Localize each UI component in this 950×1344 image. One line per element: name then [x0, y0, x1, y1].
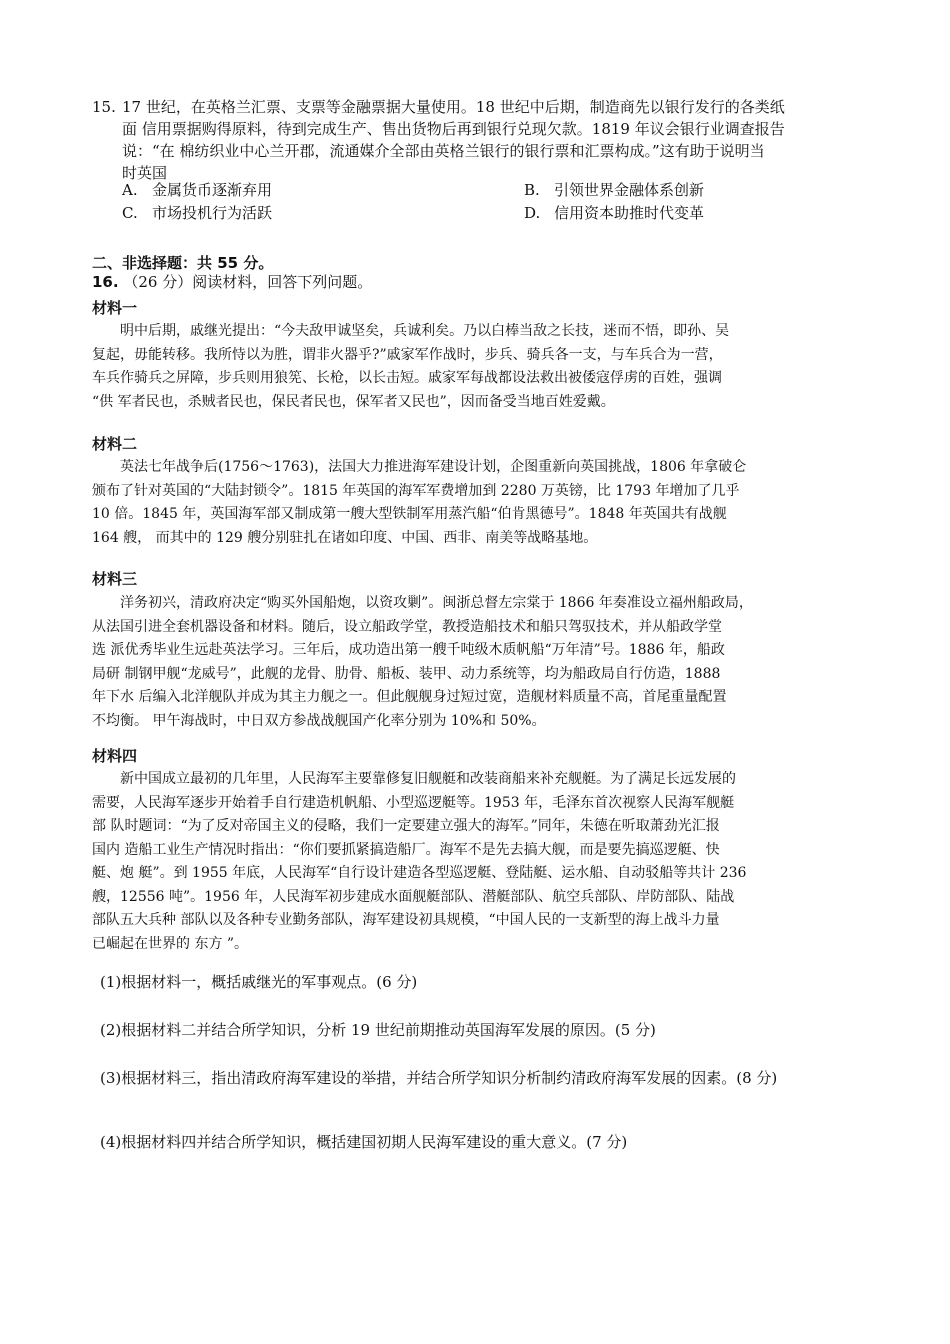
question-text-line: 时英国 [122, 164, 168, 182]
question-number: 15. [92, 98, 116, 116]
subquestion-4: (4)根据材料四并结合所学知识，概括建国初期人民海军建设的重大意义。(7 分) [100, 1133, 628, 1151]
question-text-line: 说：“在 棉纺织业中心兰开郡，流通媒介全部由英格兰银行的银行票和汇票构成。”这有助于说明当 [122, 142, 765, 160]
material-line: 车兵作骑兵之屏障，步兵则用狼筅、长枪，以长击短。戚家军每战都设法救出被倭寇俘虏的百姓，强调 [92, 370, 722, 386]
material-line: 164 艘， 而其中的 129 艘分别驻扎在诸如印度、中国、西非、南美等战略基地。 [92, 529, 598, 546]
subquestion-1: (1)根据材料一，概括戚继光的军事观点。(6 分) [100, 973, 418, 991]
material-4-title: 材料四 [92, 747, 138, 765]
material-line: 艘，12556 吨”。1956 年，人民海军初步建成水面舰艇部队、潜艇部队、航空兵部队、岸防部队、陆战 [92, 888, 735, 905]
option-d[interactable] [524, 202, 704, 224]
material-line: 国内 造船工业生产情况时指出：“你们要抓紧搞造船厂。海军不是先去搞大舰，而是要先搞巡逻艇、快 [92, 841, 720, 858]
material-line: 已崛起在世界的 东方 ”。 [92, 935, 249, 952]
option-label: D. [524, 204, 541, 222]
question-text-line: 17 世纪，在英格兰汇票、支票等金融票据大量使用。18 世纪中后期，制造商先以银行发行的各类纸 [122, 98, 785, 116]
question-intro: （26 分）阅读材料，回答下列问题。 [123, 273, 373, 291]
option-a[interactable] [122, 179, 272, 201]
material-1-title: 材料一 [92, 299, 138, 317]
material-line: 英法七年战争后(1756～1763)，法国大力推进海军建设计划，企图重新向英国挑战，1806 年拿破仑 [92, 459, 747, 475]
option-label: A. [122, 181, 138, 199]
material-2-text [92, 456, 862, 550]
subquestion-3: (3)根据材料三，指出清政府海军建设的举措，并结合所学知识分析制约清政府海军发展的因素。(8 分) [100, 1069, 778, 1087]
material-line: 需要，人民海军逐步开始着手自行建造机帆船、小型巡逻艇等。1953 年，毛泽东首次视察人民海军舰艇 [92, 794, 735, 811]
option-text: 信用资本助推时代变革 [554, 204, 705, 222]
material-line: 局研 制钢甲舰“龙威号”，此舰的龙骨、肋骨、船板、装甲、动力系统等，均为船政局自行仿造，1888 [92, 665, 721, 682]
material-2-title: 材料二 [92, 435, 138, 453]
material-line: “供 军者民也，杀贼者民也，保民者民也，保军者又民也”，因而备受当地百姓爱戴。 [92, 393, 615, 410]
material-1-text [92, 320, 862, 414]
material-line: 新中国成立最初的几年里，人民海军主要靠修复旧舰艇和改装商船来补充舰艇。为了满足长远发展的 [92, 771, 736, 787]
question-text-line: 面 信用票据购得原料，待到完成生产、售出货物后再到银行兑现欠款。1819 年议会银行业调查报告 [122, 120, 785, 138]
option-b[interactable] [524, 179, 704, 201]
material-3-text [92, 592, 862, 733]
option-text: 引领世界金融体系创新 [554, 181, 705, 199]
option-c[interactable] [122, 202, 272, 224]
material-line: 不均衡。 甲午海战时，中日双方参战战舰国产化率分别为 10%和 50%。 [92, 712, 546, 729]
option-label: C. [122, 204, 138, 222]
material-line: 艇、炮 艇”。到 1955 年底，人民海军“自行设计建造各型巡逻艇、登陆艇、运水船、自动驳船等共计 236 [92, 865, 747, 881]
material-line: 10 倍。1845 年，英国海军部又制成第一艘大型铁制军用蒸汽船“伯肯黑德号”。1848 年英国共有战舰 [92, 506, 727, 522]
option-text: 金属货币逐渐弃用 [152, 181, 273, 199]
material-line: 部 队时题词：“为了反对帝国主义的侵略，我们一定要建立强大的海军。”同年，朱德在听取萧劲光汇报 [92, 818, 720, 834]
material-line: 明中后期，戚继光提出：“今夫敌甲诚坚矣，兵诚利矣。乃以白棒当敌之长技，迷而不悟，即孙、吴 [92, 323, 730, 339]
material-line: 从法国引进全套机器设备和材料。随后，设立船政学堂，教授造船技术和船只驾驭技术，并从船政学堂 [92, 618, 722, 635]
option-text: 市场投机行为活跃 [152, 204, 273, 222]
material-line: 颁布了针对英国的“大陆封锁令”。1815 年英国的海军军费增加到 2280 万英镑，比 1793 年增加了几乎 [92, 482, 740, 499]
option-label: B. [524, 181, 540, 199]
subquestion-2: (2)根据材料二并结合所学知识，分析 19 世纪前期推动英国海军发展的原因。(5 分) [100, 1021, 656, 1039]
material-line: 洋务初兴，清政府决定“购买外国船炮，以资攻剿”。闽浙总督左宗棠于 1866 年奏准设立福州船政局， [92, 595, 753, 611]
material-4-text [92, 768, 862, 956]
material-line: 年下水 后编入北洋舰队并成为其主力舰之一。但此舰舰身过短过宽，造舰材料质量不高，首尾重量配置 [92, 689, 727, 705]
material-line: 部队五大兵种 部队以及各种专业勤务部队，海军建设初具规模，“中国人民的一支新型的海上战斗力量 [92, 912, 720, 928]
question-number: 16. [92, 273, 119, 291]
material-line: 复起，毋能转移。我所恃以为胜，谓非火器乎?”戚家军作战时，步兵、骑兵各一支，与车兵合为一营， [92, 346, 723, 363]
material-line: 选 派优秀毕业生远赴英法学习。三年后，成功造出第一艘千吨级木质帆船“万年清”号。1886 年，船政 [92, 642, 725, 658]
question-16 [92, 271, 372, 292]
material-3-title: 材料三 [92, 570, 138, 588]
section-title: 二、非选择题：共 55 分。 [92, 254, 274, 272]
